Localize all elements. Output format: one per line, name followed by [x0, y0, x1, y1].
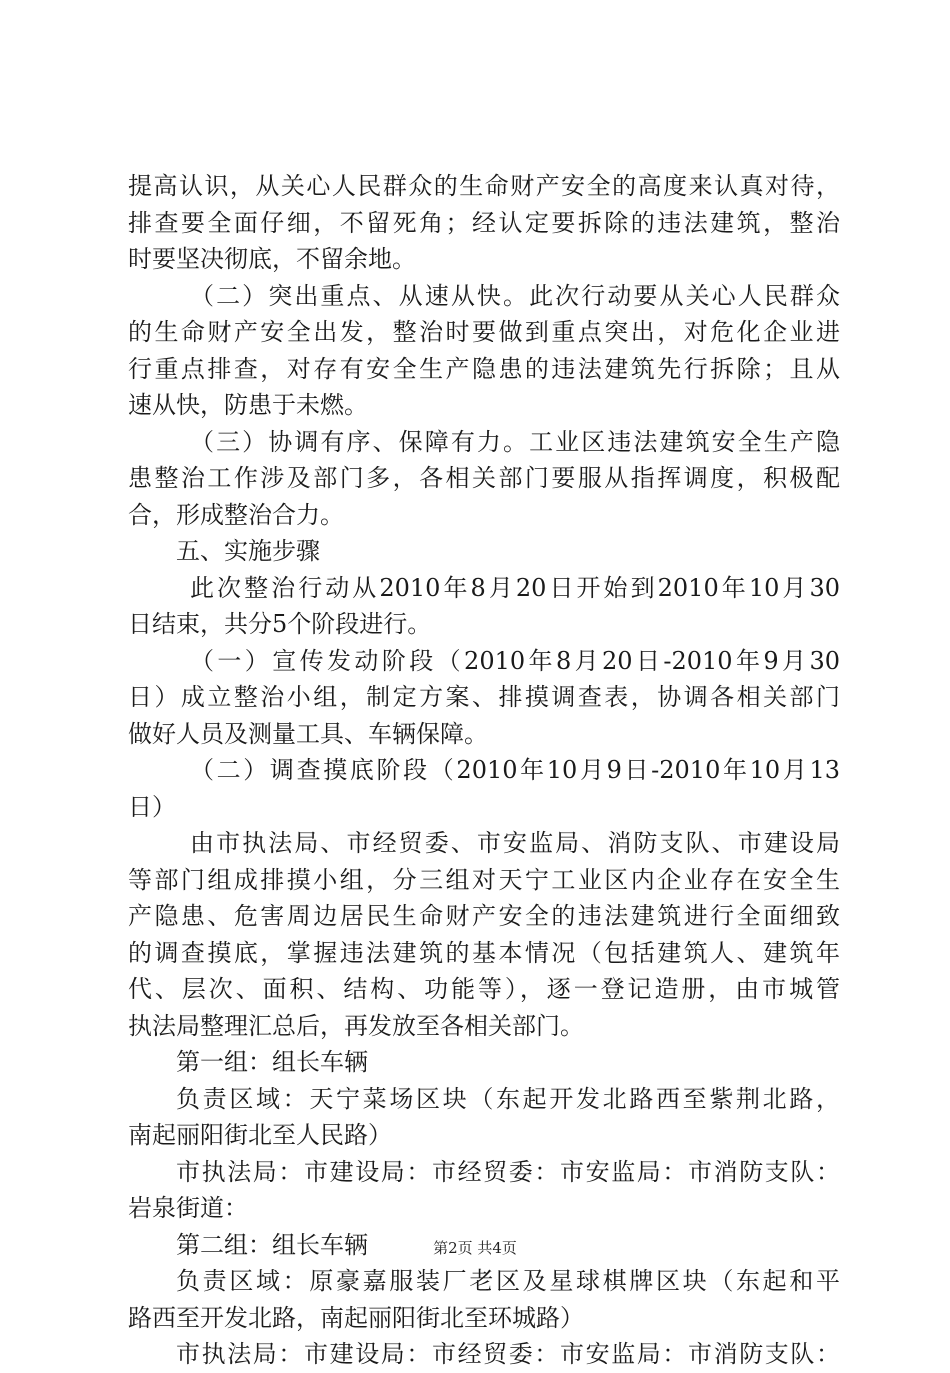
group-heading: 第二组：组长车辆	[176, 1230, 368, 1259]
body-line: 日）成立整治小组，制定方案、排摸调查表，协调各相关部门	[128, 683, 840, 711]
body-line: 日结束，共分5个阶段进行。	[128, 610, 432, 638]
body-line: 市执法局：市建设局：市经贸委：市安监局：市消防支队：	[176, 1157, 840, 1186]
body-line: 执法局整理汇总后，再发放至各相关部门。	[128, 1011, 584, 1040]
body-line: 日）	[128, 792, 176, 821]
body-line: 的调查摸底，掌握违法建筑的基本情况（包括建筑人、建筑年	[128, 938, 840, 967]
body-line: 排查要全面仔细，不留死角；经认定要拆除的违法建筑，整治	[128, 208, 840, 237]
body-line: 负责区域：原豪嘉服装厂老区及星球棋牌区块（东起和平	[176, 1267, 840, 1295]
body-line: 行重点排查，对存有安全生产隐患的违法建筑先行拆除；且从	[128, 354, 840, 383]
body-line: 速从快，防患于未燃。	[128, 391, 368, 419]
body-line: 提高认识，从关心人民群众的生命财产安全的高度来认真对待，	[128, 172, 840, 200]
body-line: 合，形成整治合力。	[128, 500, 344, 529]
body-line: 时要坚决彻底，不留余地。	[128, 245, 416, 273]
body-line: 患整治工作涉及部门多，各相关部门要服从指挥调度，积极配	[128, 464, 840, 492]
body-line: 南起丽阳街北至人民路）	[128, 1121, 392, 1149]
body-line: 市执法局：市建设局：市经贸委：市安监局：市消防支队：	[176, 1340, 840, 1368]
body-line: 岩泉街道：	[128, 1194, 248, 1222]
body-line: 路西至开发北路，南起丽阳街北至环城路）	[128, 1303, 584, 1332]
body-line: 代、层次、面积、结构、功能等），逐一登记造册，由市城管	[128, 975, 840, 1003]
body-line: 由市执法局、市经贸委、市安监局、消防支队、市建设局	[190, 829, 840, 857]
body-line: 做好人员及测量工具、车辆保障。	[128, 719, 488, 748]
body-line: （一）宣传发动阶段（2010年8月20日-2010年9月30	[190, 646, 840, 675]
body-line: （二）突出重点、从速从快。此次行动要从关心人民群众	[190, 281, 840, 310]
group-heading: 第一组：组长车辆	[176, 1048, 368, 1076]
body-line: （二）调查摸底阶段（2010年10月9日-2010年10月13	[190, 756, 840, 784]
body-line: 的生命财产安全出发，整治时要做到重点突出，对危化企业进	[128, 318, 840, 346]
document-body	[128, 168, 840, 1373]
body-line: 此次整治行动从2010年8月20日开始到2010年10月30	[190, 573, 840, 602]
page-number: 第2页 共4页	[433, 1239, 517, 1257]
body-line: 等部门组成排摸小组，分三组对天宁工业区内企业存在安全生	[128, 865, 840, 894]
body-line: （三）协调有序、保障有力。工业区违法建筑安全生产隐	[190, 427, 840, 456]
section-heading: 五、实施步骤	[176, 537, 320, 565]
body-line: 负责区域：天宁菜场区块（东起开发北路西至紫荆北路，	[176, 1084, 840, 1113]
body-line: 产隐患、危害周边居民生命财产安全的违法建筑进行全面细致	[128, 902, 840, 930]
